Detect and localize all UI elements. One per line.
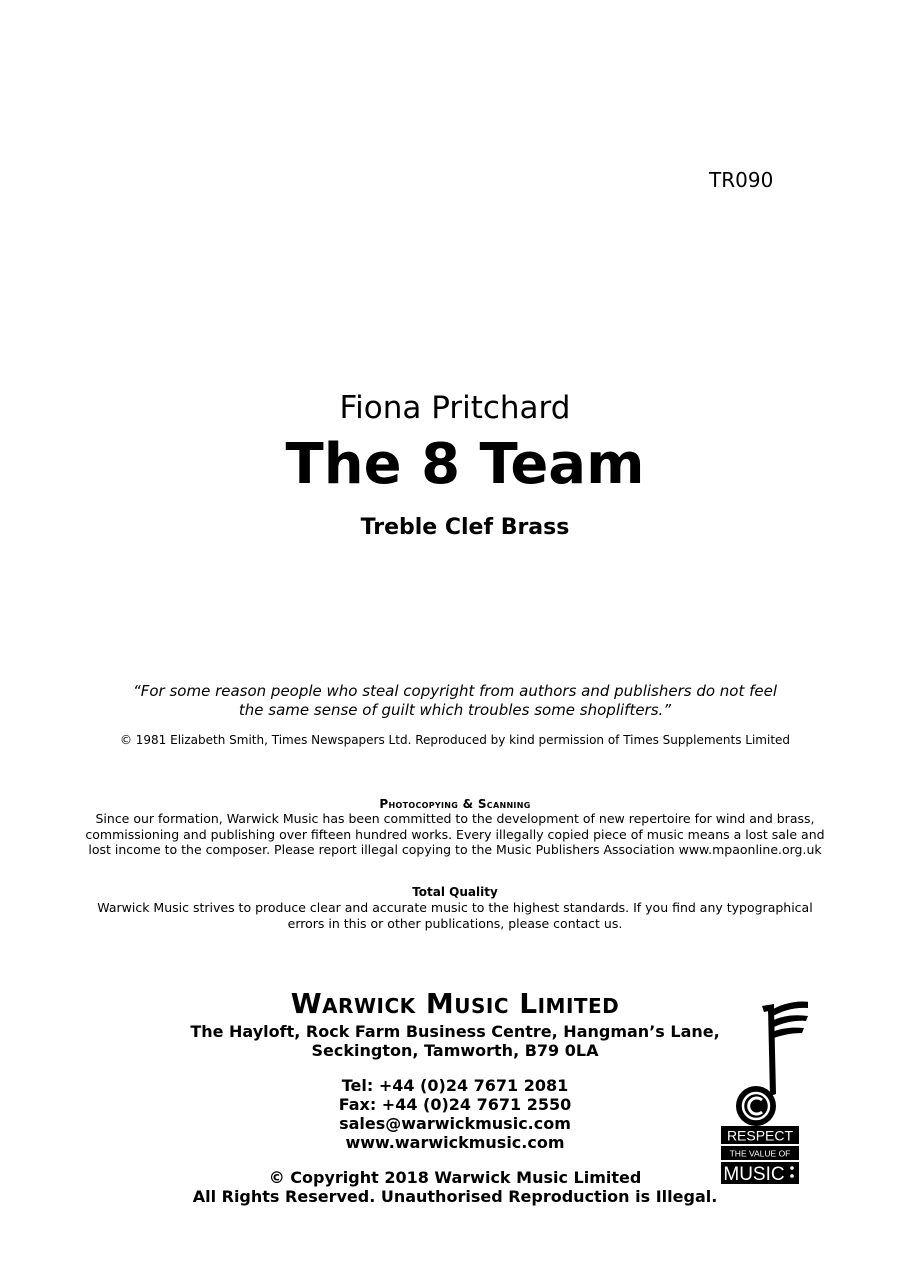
- catalog-code: TR090: [709, 168, 774, 192]
- logo-text-value-of: THE VALUE OF: [729, 1148, 791, 1159]
- fax: Fax: +44 (0)24 7671 2550: [338, 1095, 572, 1114]
- total-quality-line-2: errors in this or other publications, please contact us.: [287, 915, 623, 931]
- logo-text-music: MUSIC: [723, 1164, 785, 1185]
- logo-dot-1: [790, 1166, 794, 1170]
- rights-line: All Rights Reserved. Unauthorised Reproduction is Illegal.: [192, 1187, 718, 1206]
- photocopying-text: [0, 811, 900, 858]
- total-quality-text: [0, 900, 900, 931]
- respect-the-value-of-music-logo: [718, 998, 808, 1188]
- address-line-1: The Hayloft, Rock Farm Business Centre, Hangman’s Lane,: [190, 1022, 720, 1041]
- page-title: The 8 Team: [285, 432, 645, 497]
- quote-credit: © 1981 Elizabeth Smith, Times Newspapers Ltd. Reproduced by kind permission of Times Supplements Limited: [119, 733, 791, 747]
- telephone: Tel: +44 (0)24 7671 2081: [341, 1076, 569, 1095]
- logo-dot-2: [790, 1174, 794, 1178]
- publisher-name: Warwick Music Limited: [290, 987, 620, 1020]
- address-line-2: Seckington, Tamworth, B79 0LA: [311, 1041, 599, 1060]
- composer-name: Fiona Pritchard: [339, 390, 571, 426]
- instrumentation: Treble Clef Brass: [360, 515, 570, 540]
- photocopying-line-3: lost income to the composer. Please report illegal copying to the Music Publishers Association www.mpaonline.org.uk: [88, 842, 822, 857]
- note-flag-2: [770, 1015, 808, 1028]
- quote-line-2: the same sense of guilt which troubles some shoplifters.”: [238, 701, 672, 719]
- total-quality-line-1: Warwick Music strives to produce clear and accurate music to the highest standards. If you find any typographical: [97, 900, 813, 915]
- photocopying-heading: Photocopying & Scanning: [379, 797, 531, 811]
- note-flag-3: [772, 1028, 804, 1038]
- website: www.warwickmusic.com: [345, 1133, 565, 1152]
- photocopying-line-2: commissioning and publishing over fifteen hundred works. Every illegally copied piece of music means a lost sale and: [85, 826, 825, 842]
- copyright-quote: [0, 682, 900, 720]
- quote-line-1: “For some reason people who steal copyright from authors and publishers do not feel: [132, 682, 778, 700]
- logo-text-respect: RESPECT: [726, 1127, 794, 1144]
- total-quality-heading: Total Quality: [412, 885, 498, 899]
- photocopying-line-1: Since our formation, Warwick Music has been committed to the development of new repertoire for wind and brass,: [95, 811, 815, 826]
- copyright-line: © Copyright 2018 Warwick Music Limited: [268, 1168, 642, 1187]
- email: sales@warwickmusic.com: [339, 1114, 571, 1133]
